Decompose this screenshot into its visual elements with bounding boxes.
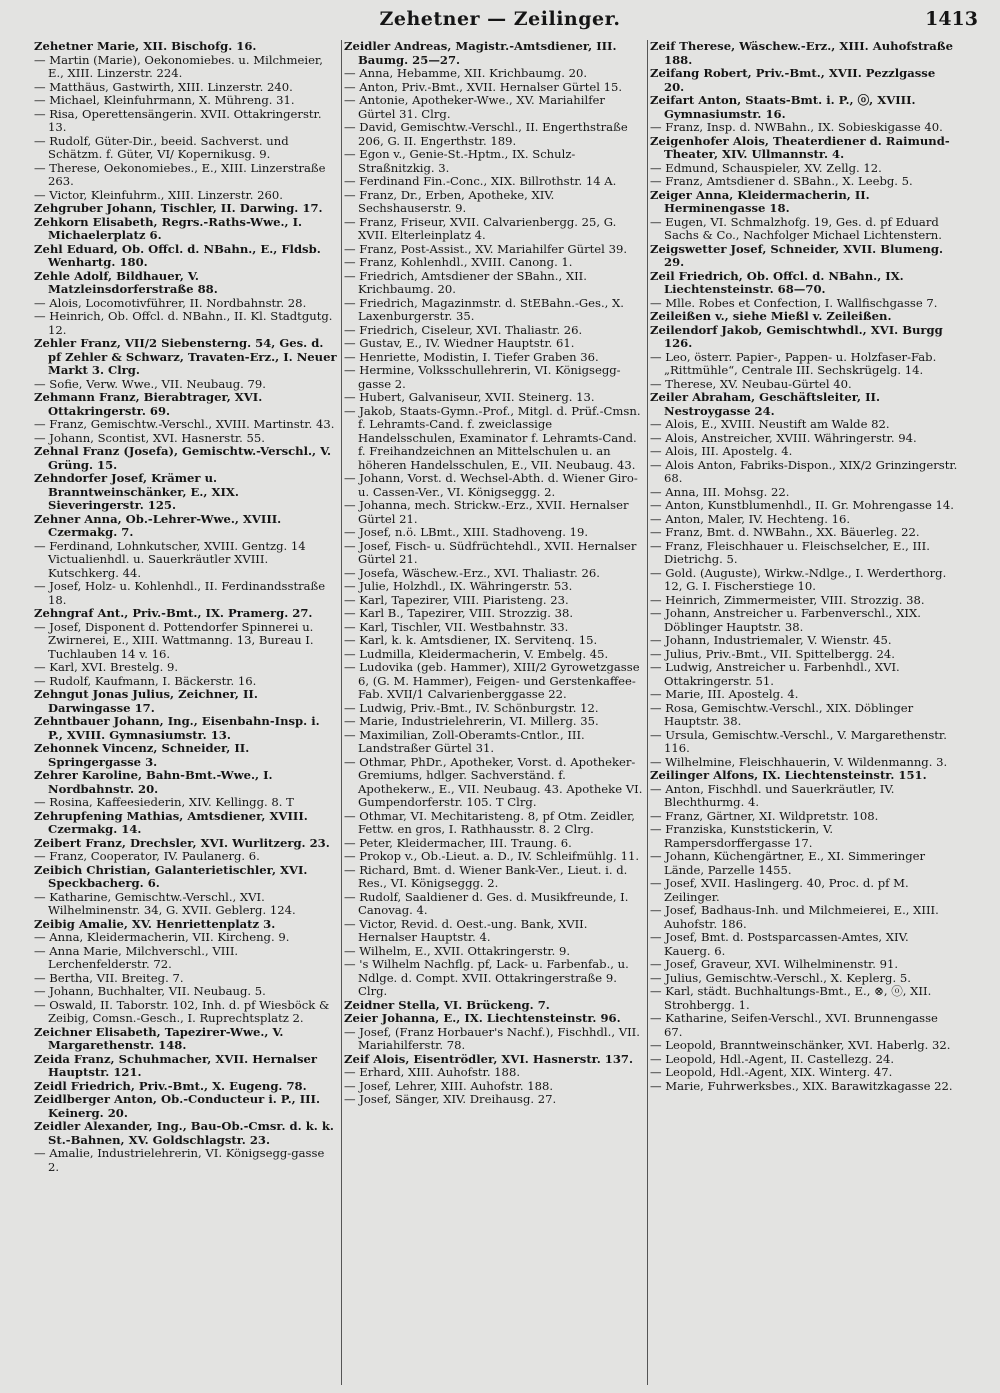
directory-entry: — Othmar, PhDr., Apotheker, Vorst. d. Apotheker-Gremiums, hdlger. Sachverständ. f. Apothekerw., E., VII. Neubaug. 43. Apotheke VI. Gumpendorferstr. 105. T Clrg. [344,754,643,809]
directory-entry: — Edmund, Schauspieler, XV. Zellg. 12. [650,160,882,175]
directory-entry: — Marie, Fuhrwerksbes., XIX. Barawitzkagasse 22. [650,1078,953,1093]
directory-entry: — Therese, Oekonomiebes., E., XIII. Linzerstraße 263. [34,160,326,188]
directory-entry: — Friedrich, Amtsdiener der SBahn., XII. Krichbaumg. 20. [344,268,587,296]
column-divider [647,40,648,1385]
column-divider [341,40,342,1385]
directory-entry: — Heinrich, Zimmermeister, VIII. Strozzig. 38. [650,592,925,607]
directory-entry: — Michael, Kleinfuhrmann, X. Mühreng. 31. [34,93,295,107]
directory-entry: — Karl, XVI. Brestelg. 9. [34,660,179,674]
directory-entry-surname: Zehler Franz, VII/2 Siebensterng. 54, Ges. d. pf Zehler & Schwarz, Travaten-Erz., I. Neuer Markt 3. Clrg. [34,336,337,377]
directory-entry: — Alois, Locomotivführer, II. Nordbahnstr. 28. [34,295,307,310]
directory-column-3 [650,40,958,1385]
directory-entry-surname: Zeichner Elisabeth, Tapezirer-Wwe., V. Margarethenstr. 148. [34,1024,284,1052]
page-header [0,4,1000,34]
directory-entry-surname: Zeifang Robert, Priv.-Bmt., XVII. Pezzlgasse 20. [650,66,936,94]
directory-entry: — Anton, Priv.-Bmt., XVII. Hernalser Gürtel 15. [344,79,623,94]
directory-entry-surname: Zeiler Abraham, Geschäftsleiter, II. Nestroygasse 24. [650,390,880,418]
directory-entry-surname: Zeidler Alexander, Ing., Bau-Ob.-Cmsr. d. k. k. St.-Bahnen, XV. Goldschlagstr. 23. [34,1119,334,1147]
directory-entry: — Franz, Amtsdiener d. SBahn., X. Leebg. 5. [650,174,913,188]
directory-entry: — Josef, Badhaus-Inh. und Milchmeierei, E., XIII. Auhofstr. 186. [650,903,939,931]
directory-entry: — Ludovika (geb. Hammer), XIII/2 Gyrowetzgasse 6, (G. M. Hammer), Feigen- und Gerstenkaffee-Fab. XVII/1 Calvarienberggasse 22. [344,660,640,701]
directory-entry: — Friedrich, Ciseleur, XVI. Thaliastr. 26. [344,322,583,337]
directory-entry: — Franz, Fleischhauer u. Fleischselcher, E., III. Dietrichg. 5. [650,538,930,566]
directory-entry-surname: Zeilendorf Jakob, Gemischtwhdl., XVI. Burgg 126. [650,322,943,350]
directory-entry: — Friedrich, Magazinmstr. d. StEBahn.-Ges., X. Laxenburgerstr. 35. [344,295,624,323]
directory-entry: — Josef, Disponent d. Pottendorfer Spinnerei u. Zwirnerei, E., XIII. Wattmanng. 13, Bureau I. Tuchlauben 14 v. 16. [34,619,314,661]
directory-entry: — Katharine, Seifen-Verschl., XVI. Brunnengasse 67. [650,1011,938,1039]
directory-entry: — Ludwig, Priv.-Bmt., IV. Schönburgstr. 12. [344,700,599,715]
directory-column-1 [34,40,338,1385]
directory-entry: — Rudolf, Saaldiener d. Ges. d. Musikfreunde, I. Canovag. 4. [344,889,629,917]
directory-entry-surname: Zeileißen v., siehe Mießl v. Zeileißen. [650,309,892,323]
directory-entry-surname: Zehgruber Johann, Tischler, II. Darwing. 17. [34,201,323,215]
directory-entry-surname: Zeibig Amalie, XV. Henriettenplatz 3. [34,916,276,931]
directory-entry: — Ferdinand, Lohnkutscher, XVIII. Gentzg. 14 Victualienhdl. u. Sauerkräutler XVIII. Kutschkerg. 44. [34,538,306,580]
directory-entry: — Julius, Gemischtw.-Verschl., X. Keplerg. 5. [650,970,911,985]
directory-entry-surname: Zeifart Anton, Staats-Bmt. i. P., ⓞ, XVIII. Gymnasiumstr. 16. [650,93,916,121]
directory-entry: — Sofie, Verw. Wwe., VII. Neubaug. 79. [34,376,266,391]
directory-entry: — Alois, E., XVIII. Neustift am Walde 82. [650,417,890,431]
directory-entry-surname: Zeidlberger Anton, Ob.-Conducteur i. P., III. Keinerg. 20. [34,1092,321,1120]
directory-entry: — Julius, Priv.-Bmt., VII. Spittelbergg. 24. [650,646,895,661]
directory-entry-surname: Zeibert Franz, Drechsler, XVI. Wurlitzerg. 23. [34,835,330,850]
directory-column-2 [344,40,644,1385]
directory-entry: — Josefa, Wäschew.-Erz., XVI. Thaliastr. 26. [344,565,600,580]
directory-entry: — Franz, Gärtner, XI. Wildpretstr. 108. [650,808,879,823]
directory-entry: — Johann, Industriemaler, V. Wienstr. 45. [650,633,892,647]
directory-entry: — Leo, österr. Papier-, Pappen- u. Holzfaser-Fab. „Rittmühle“, Centrale III. Sechskrügelg. 14. [650,349,937,377]
directory-entry-surname: Zeil Friedrich, Ob. Offcl. d. NBahn., IX. Liechtensteinstr. 68—70. [650,268,904,296]
directory-entry: — Josef, XVII. Haslingerg. 40, Proc. d. pf M. Zeilinger. [650,876,909,904]
directory-entry: — Johann, Scontist, XVI. Hasnerstr. 55. [34,430,265,445]
directory-entry: — Rudolf, Güter-Dir., beeid. Sachverst. und Schätzm. f. Güter, VI/ Kopernikusg. 9. [34,133,289,161]
directory-entry: — Anton, Maler, IV. Hechteng. 16. [650,511,851,526]
directory-entry: — Victor, Kleinfuhrm., XIII. Linzerstr. 260. [34,187,283,202]
directory-entry: — Eugen, VI. Schmalzhofg. 19, Ges. d. pf Eduard Sachs & Co., Nachfolger Michael Lichtenstern. [650,214,942,242]
directory-entry-surname: Zehl Eduard, Ob. Offcl. d. NBahn., E., Fldsb. Wenhartg. 180. [34,241,321,269]
directory-entry-surname: Zehndorfer Josef, Krämer u. Branntweinschänker, E., XIX. Sieveringerstr. 125. [34,471,239,512]
directory-entry: — Gold. (Auguste), Wirkw.-Ndlge., I. Werderthorg. 12, G. I. Fischerstiege 10. [650,565,947,593]
directory-entry: — David, Gemischtw.-Verschl., II. Engerthstraße 206, G. II. Engerthstr. 189. [344,120,628,148]
directory-entry-surname: Zeibich Christian, Galanterietischler, XVI. Speckbacherg. 6. [34,862,308,890]
directory-entry: — Josef, Sänger, XIV. Dreihausg. 27. [344,1092,557,1106]
directory-entry: — Johann, Anstreicher u. Farbenverschl., XIX. Döblinger Hauptstr. 38. [650,606,921,634]
directory-entry: — Josef, n.ö. LBmt., XIII. Stadhoveng. 19. [344,525,589,539]
directory-entry-surname: Zeif Therese, Wäschew.-Erz., XIII. Auhofstraße 188. [650,40,953,67]
directory-entry-surname: Zehle Adolf, Bildhauer, V. Matzleinsdorferstraße 88. [34,268,218,296]
directory-entry-surname: Zehmann Franz, Bierabtrager, XVI. Ottakringerstr. 69. [34,390,263,418]
directory-entry: — Franziska, Kunststickerin, V. Rampersdorffergasse 17. [650,822,834,850]
directory-entry: — Gustav, E., IV. Wiedner Hauptstr. 61. [344,336,575,350]
directory-entry-surname: Zehkorn Elisabeth, Regrs.-Raths-Wwe., I. Michaelerplatz 6. [34,214,303,242]
directory-entry: — Jakob, Staats-Gymn.-Prof., Mitgl. d. Prüf.-Cmsn. f. Lehramts-Cand. f. zweiclassige Handelsschulen, Examinator f. Lehramts-Cand. f. Freihandzeichnen an Mittelschulen u. an höheren Handelsschulen, E., VII. Neubaug. 43. [344,403,641,472]
directory-entry-surname: Zeier Johanna, E., IX. Liechtensteinstr. 96. [344,1011,621,1025]
directory-entry: — Josef, Graveur, XVI. Wilhelminenstr. 91. [650,957,899,971]
directory-entry: — Franz, Cooperator, IV. Paulanerg. 6. [34,849,260,863]
directory-entry: — Karl, städt. Buchhaltungs-Bmt., E., ⊗, ⓞ, XII. Strohbergg. 1. [650,984,932,1012]
directory-entry: — Rosa, Gemischtw.-Verschl., XIX. Döblinger Hauptstr. 38. [650,700,914,728]
directory-entry: — Richard, Bmt. d. Wiener Bank-Ver., Lieut. i. d. Res., VI. Königseggg. 2. [344,862,628,890]
directory-entry-surname: Zeidner Stella, VI. Brückeng. 7. [344,997,550,1012]
directory-entry: — Johann, Vorst. d. Wechsel-Abth. d. Wiener Giro- u. Cassen-Ver., VI. Königseggg. 2. [344,471,638,499]
directory-entry: — Ursula, Gemischtw.-Verschl., V. Margarethenstr. 116. [650,727,947,755]
directory-entry: — Leopold, Hdl.-Agent, II. Castellezg. 24. [650,1051,895,1066]
directory-entry: — Anna Marie, Milchverschl., VIII. Lerchenfelderstr. 72. [34,943,239,971]
directory-entry: — Anna, Hebamme, XII. Krichbaumg. 20. [344,66,588,80]
directory-entry-surname: Zehngraf Ant., Priv.-Bmt., IX. Pramerg. 27. [34,606,313,620]
directory-entry: — Josef, (Franz Horbauer's Nachf.), Fischhdl., VII. Mariahilferstr. 78. [344,1024,640,1052]
directory-entry: — Josef, Fisch- u. Südfrüchtehdl., XVII. Hernalser Gürtel 21. [344,538,637,566]
directory-entry: — Mlle. Robes et Confection, I. Wallfischgasse 7. [650,295,938,310]
directory-entry: — Johanna, mech. Strickw.-Erz., XVII. Hernalser Gürtel 21. [344,498,629,526]
directory-entry-surname: Zeidl Friedrich, Priv.-Bmt., X. Eugeng. 78. [34,1078,307,1093]
directory-entry: — Amalie, Industrielehrerin, VI. Königsegg-gasse 2. [34,1146,325,1174]
directory-entry: — Risa, Operettensängerin. XVII. Ottakringerstr. 13. [34,106,322,134]
directory-entry: — Anton, Kunstblumenhdl., II. Gr. Mohrengasse 14. [650,498,954,512]
directory-entry-surname: Zehrer Karoline, Bahn-Bmt.-Wwe., I. Nordbahnstr. 20. [34,768,273,796]
directory-entry: — Hermine, Volksschullehrerin, VI. Königsegg-gasse 2. [344,363,621,391]
directory-entry-surname: Zehrupfening Mathias, Amtsdiener, XVIII. Czermakg. 14. [34,808,308,836]
directory-entry: — Johann, Buchhalter, VII. Neubaug. 5. [34,984,266,998]
directory-entry: — Othmar, VI. Mechitaristeng. 8, pf Otm. Zeidler, Fettw. en gros, I. Rathhausstr. 8. 2 Clrg. [344,808,635,836]
directory-entry: — Ludwig, Anstreicher u. Farbenhdl., XVI. Ottakringerstr. 51. [650,660,900,688]
directory-entry: — Anna, III. Mohsg. 22. [650,484,790,499]
directory-entry: — Alois Anton, Fabriks-Dispon., XIX/2 Grinzingerstr. 68. [650,457,958,485]
directory-entry: — Karl, Tapezirer, VIII. Piaristeng. 23. [344,592,569,607]
directory-entry: — Josef, Holz- u. Kohlenhdl., II. Ferdinandsstraße 18. [34,579,326,607]
directory-entry: — Franz, Kohlenhdl., XVIII. Canong. 1. [344,255,573,269]
directory-entry: — Karl B., Tapezirer, VIII. Strozzig. 38. [344,606,574,620]
directory-entry: — Therese, XV. Neubau-Gürtel 40. [650,376,852,391]
directory-entry: — Franz, Dr., Erben, Apotheke, XIV. Sechshauserstr. 9. [344,187,555,215]
directory-entry: — Anton, Fischhdl. und Sauerkräutler, IV. Blechthurmg. 4. [650,781,895,809]
directory-entry: — Franz, Gemischtw.-Verschl., XVIII. Martinstr. 43. [34,417,335,431]
directory-entry: — Karl, k. k. Amtsdiener, IX. Servitenq. 15. [344,633,598,647]
directory-entry: — Prokop v., Ob.-Lieut. a. D., IV. Schleifmühlg. 11. [344,849,640,863]
directory-entry-surname: Zeilinger Alfons, IX. Liechtensteinstr. 151. [650,768,927,782]
directory-entry: — Ferdinand Fin.-Conc., XIX. Billrothstr. 14 A. [344,174,617,188]
directory-entry: — Wilhelm, E., XVII. Ottakringerstr. 9. [344,943,571,958]
directory-entry: — Franz, Insp. d. NWBahn., IX. Sobieskigasse 40. [650,120,943,134]
directory-entry: — Katharine, Gemischtw.-Verschl., XVI. Wilhelminenstr. 34, G. XVII. Geblerg. 124. [34,889,296,917]
directory-entry: — Hubert, Galvaniseur, XVII. Steinerg. 13. [344,390,595,404]
directory-entry-surname: Zeif Alois, Eisentrödler, XVI. Hasnerstr. 137. [344,1051,634,1066]
directory-entry-surname: Zeigswetter Josef, Schneider, XVII. Blumeng. 29. [650,241,944,269]
directory-entry: — Franz, Bmt. d. NWBahn., XX. Bäuerleg. 22. [650,525,920,539]
directory-entry: — Franz, Friseur, XVII. Calvarienbergg. 25, G. XVII. Elterleinplatz 4. [344,214,617,242]
directory-entry: — Heinrich, Ob. Offcl. d. NBahn., II. Kl. Stadtgutg. 12. [34,309,333,337]
directory-entry: — Rudolf, Kaufmann, I. Bäckerstr. 16. [34,673,257,688]
directory-entry: — Josef, Lehrer, XIII. Auhofstr. 188. [344,1078,554,1093]
directory-entry: — Matthäus, Gastwirth, XIII. Linzerstr. 240. [34,79,293,94]
directory-entry: — Egon v., Genie-St.-Hptm., IX. Schulz-Straßnitzkig. 3. [344,147,576,175]
directory-entry: — Peter, Kleidermacher, III. Traung. 6. [344,835,572,850]
directory-entry: — Victor, Revid. d. Oest.-ung. Bank, XVII. Hernalser Hauptstr. 4. [344,916,588,944]
page-number: 1413 [925,8,978,30]
directory-entry: — Franz, Post-Assist., XV. Mariahilfer Gürtel 39. [344,241,628,256]
directory-entry: — Anna, Kleidermacherin, VII. Kircheng. 9. [34,930,290,944]
directory-entry-surname: Zeigenhofer Alois, Theaterdiener d. Raimund-Theater, XIV. Ullmannstr. 4. [650,133,950,161]
directory-entry-surname: Zehngut Jonas Julius, Zeichner, II. Darwingasse 17. [34,687,258,715]
directory-entry: — Karl, Tischler, VII. Westbahnstr. 33. [344,619,569,634]
directory-entry: — Maximilian, Zoll-Oberamts-Cntlor., III. Landstraßer Gürtel 31. [344,727,585,755]
directory-entry-surname: Zeida Franz, Schuhmacher, XVII. Hernalser Hauptstr. 121. [34,1051,318,1079]
directory-entry: — Alois, III. Apostelg. 4. [650,444,793,458]
directory-entry: — Leopold, Hdl.-Agent, XIX. Winterg. 47. [650,1065,893,1079]
directory-entry: — Oswald, II. Taborstr. 102, Inh. d. pf Wiesböck & Zeibig, Comsn.-Gesch., I. Ruprechtsplatz 2. [34,997,330,1025]
directory-entry: — Martin (Marie), Oekonomiebes. u. Milchmeier, E., XIII. Linzerstr. 224. [34,52,323,80]
directory-entry: — Alois, Anstreicher, XVIII. Währingerstr. 94. [650,430,917,445]
directory-entry-surname: Zeiger Anna, Kleidermacherin, II. Herminengasse 18. [650,187,870,215]
directory-entry: — Marie, Industrielehrerin, VI. Millerg. 35. [344,714,599,728]
directory-entry: — Bertha, VII. Breiteg. 7. [34,970,184,985]
page-title: Zehetner — Zeilinger. [379,8,621,30]
directory-entry: — Marie, III. Apostelg. 4. [650,687,799,701]
directory-entry: — Josef, Bmt. d. Postsparcassen-Amtes, XIV. Kauerg. 6. [650,930,909,958]
directory-entry: — Wilhelmine, Fleischhauerin, V. Wildenmanng. 3. [650,754,948,769]
directory-entry-surname: Zehner Anna, Ob.-Lehrer-Wwe., XVIII. Czermakg. 7. [34,511,282,539]
directory-entry-surname: Zehntbauer Johann, Ing., Eisenbahn-Insp. i. P., XVIII. Gymnasiumstr. 13. [34,714,320,742]
directory-entry: — Henriette, Modistin, I. Tiefer Graben 36. [344,349,599,364]
directory-entry: — Johann, Küchengärtner, E., XI. Simmeringer Lände, Parzelle 1455. [650,849,926,877]
directory-entry: — Leopold, Branntweinschänker, XVI. Haberlg. 32. [650,1038,951,1052]
directory-entry: — Antonie, Apotheker-Wwe., XV. Mariahilfer Gürtel 31. Clrg. [344,93,605,121]
directory-entry-surname: Zehnal Franz (Josefa), Gemischtw.-Verschl., V. Grüng. 15. [34,444,332,472]
directory-entry: — Erhard, XIII. Auhofstr. 188. [344,1065,521,1079]
directory-entry-surname: Zehonnek Vincenz, Schneider, II. Springergasse 3. [34,741,250,769]
directory-entry-surname: Zeidler Andreas, Magistr.-Amtsdiener, III. Baumg. 25—27. [344,40,617,67]
directory-entry: — 's Wilhelm Nachflg. pf, Lack- u. Farbenfab., u. Ndlge. d. Compt. XVII. Ottakringerstraße 9. Clrg. [344,957,629,998]
directory-entry: — Ludmilla, Kleidermacherin, V. Embelg. 45. [344,646,609,661]
directory-entry: — Julie, Holzhdl., IX. Währingerstr. 53. [344,579,573,593]
directory-entry-surname: Zehetner Marie, XII. Bischofg. 16. [34,40,257,53]
directory-entry: — Rosina, Kaffeesiederin, XIV. Kellingg. 8. T [34,795,294,809]
